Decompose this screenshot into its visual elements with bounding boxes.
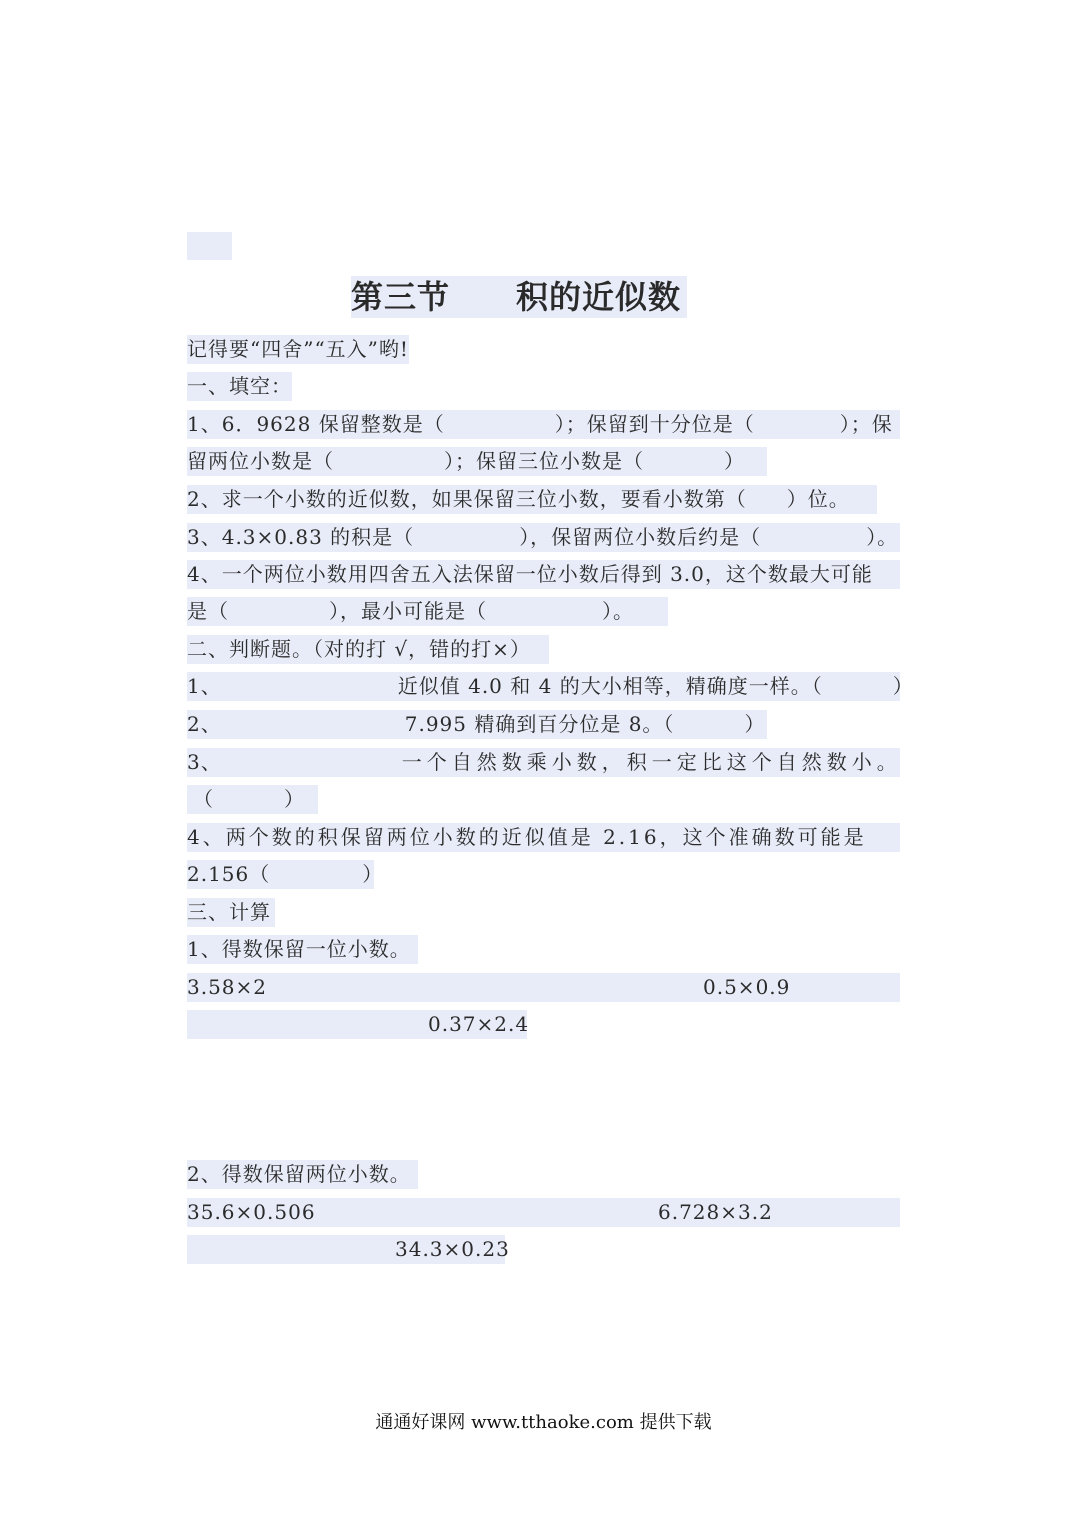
intro-text: 记得要“四舍”“五入”哟!: [187, 335, 409, 364]
judge-4-line-2: 2.156（ ）: [187, 860, 374, 889]
expression: 6.728×3.2: [658, 1200, 773, 1224]
expression: 0.37×2.4: [428, 1012, 530, 1036]
title-section: 第三节: [351, 278, 451, 316]
section3-heading: 三、计算: [187, 898, 275, 927]
title-topic: 积的近似数: [516, 278, 682, 316]
question-1-line-1: 1、6．9628 保留整数是（ ）；保留到十分位是（ ）；保: [187, 410, 900, 439]
judge-3-line-2: （ ）: [187, 785, 318, 814]
question-1-line-2: 留两位小数是（ ）；保留三位小数是（ ）: [187, 447, 767, 476]
question-4-line-1: 4、一个两位小数用四舍五入法保留一位小数后得到 3.0，这个数最大可能: [187, 560, 900, 589]
footer-credit: 通通好课网 www.tthaoke.com 提供下载: [375, 1412, 712, 1433]
problem-2-row-2: [187, 1235, 510, 1264]
expression: 0.5×0.9: [703, 975, 791, 999]
section2-heading: 二、判断题。（对的打 √，错的打×）: [187, 635, 549, 664]
question-3: 3、4.3×0.83 的积是（ ），保留两位小数后约是（ ）。: [187, 523, 900, 552]
question-4-line-2: 是（ ），最小可能是（ ）。: [187, 597, 668, 626]
expression: 35.6×0.506: [187, 1200, 316, 1224]
expression: 34.3×0.23: [395, 1237, 510, 1261]
highlight-marker: [187, 232, 232, 260]
problem-2-row: [187, 1198, 900, 1227]
section1-heading: 一、填空：: [187, 372, 292, 401]
judge-1: 1、 近似值 4.0 和 4 的大小相等，精确度一样。（ ）: [187, 672, 900, 701]
judge-3-line-1: 3、 一个自然数乘小数，积一定比这个自然数小。: [187, 748, 900, 777]
problem-1-instruction: 1、得数保留一位小数。: [187, 935, 418, 964]
judge-4-line-1: 4、两个数的积保留两位小数的近似值是 2.16，这个准确数可能是: [187, 823, 900, 852]
page-title: [351, 276, 687, 318]
expression: 3.58×2: [187, 975, 268, 999]
problem-2-instruction: 2、得数保留两位小数。: [187, 1160, 418, 1189]
problem-1-row: [187, 973, 900, 1002]
judge-2: 2、 7.995 精确到百分位是 8。（ ）: [187, 710, 767, 739]
question-2: 2、求一个小数的近似数，如果保留三位小数，要看小数第（ ）位。: [187, 485, 877, 514]
problem-1-row-2: [187, 1010, 530, 1039]
